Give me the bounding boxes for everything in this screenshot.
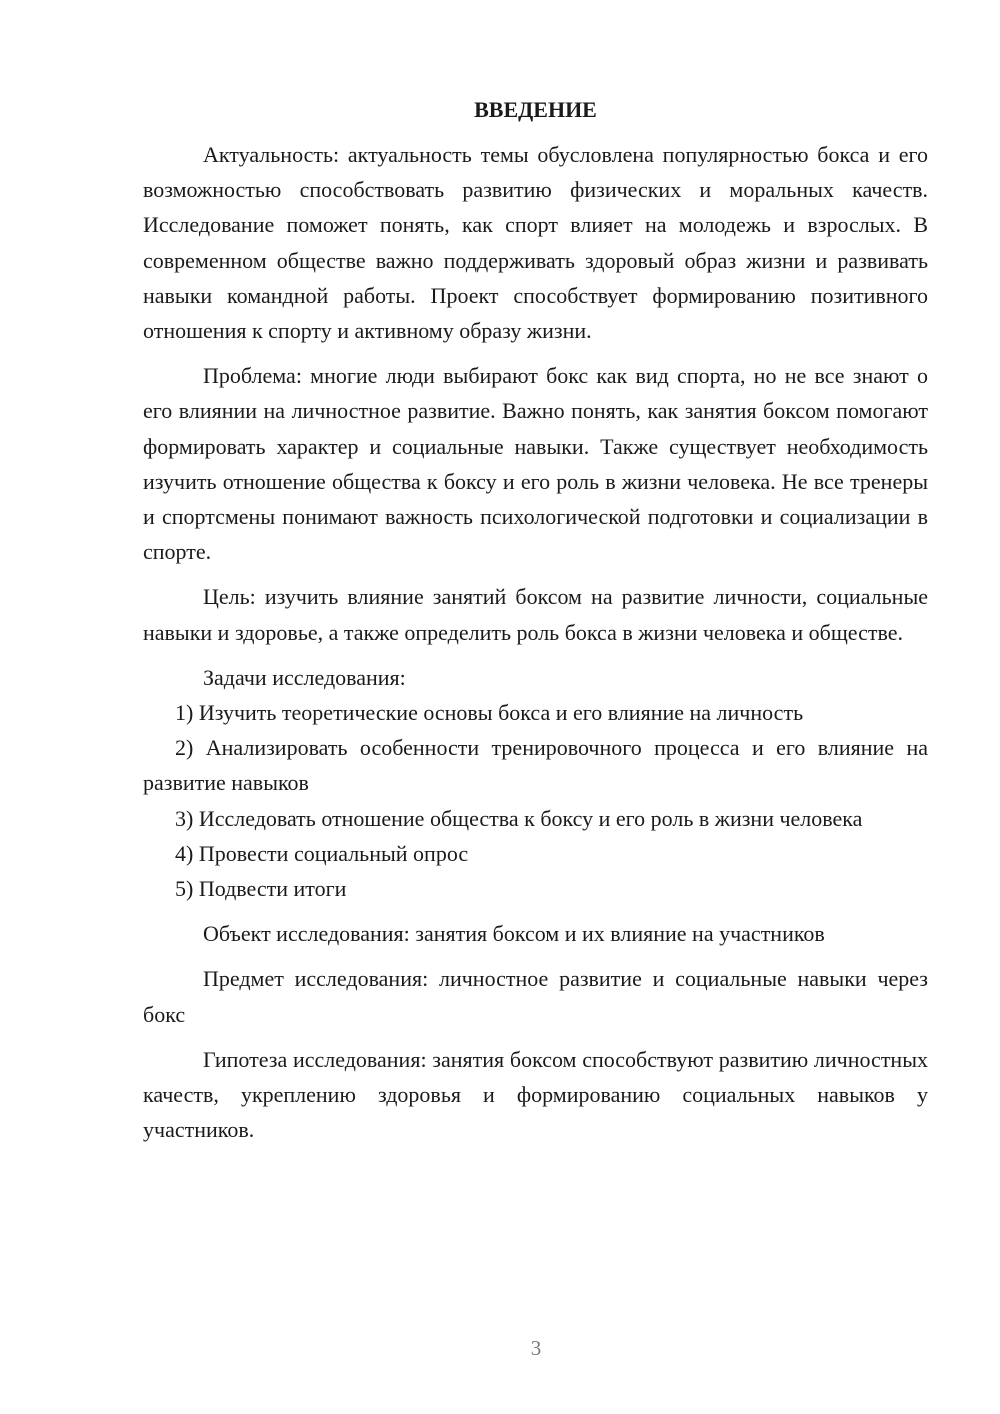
section-title: ВВЕДЕНИЕ: [474, 97, 597, 122]
hypothesis-paragraph: Гипотеза исследования: занятия боксом способствуют развитию личностных качеств, укреплению здоровья и формированию социальных навыков у участников.: [143, 1046, 928, 1143]
task-item: 3) Исследовать отношение общества к боксу и его роль в жизни человека: [175, 805, 863, 831]
document-body: [143, 92, 928, 1147]
goal-paragraph: Цель: изучить влияние занятий боксом на развитие личности, социальные навыки и здоровье, а также определить роль бокса в жизни человека и обществе.: [143, 584, 928, 645]
task-item: 2) Анализировать особенности тренировочного процесса и его влияние на развитие навыков: [143, 735, 928, 796]
tasks-heading: Задачи исследования:: [203, 664, 406, 690]
relevance-paragraph: Актуальность: актуальность темы обусловлена популярностью бокса и его возможностью способствовать развитию физических и моральных качеств. Исследование поможет понять, как спорт влияет на молодежь и взрослых. В современном обществе важно поддерживать здоровый образ жизни и развивать навыки командной работы. Проект способствует формированию позитивного отношения к спорту и активному образу жизни.: [143, 142, 928, 344]
object-paragraph: Объект исследования: занятия боксом и их влияние на участников: [203, 921, 825, 947]
subject-paragraph: Предмет исследования: личностное развитие и социальные навыки через бокс: [143, 966, 928, 1027]
page-number: 3: [530, 1336, 542, 1360]
problem-paragraph: Проблема: многие люди выбирают бокс как вид спорта, но не все знают о его влиянии на личностное развитие. Важно понять, как занятия боксом помогают формировать характер и социальные навыки. Также существует необходимость изучить отношение общества к боксу и его роль в жизни человека. Не все тренеры и спортсмены понимают важность психологической подготовки и социализации в спорте.: [143, 363, 928, 565]
task-item: 5) Подвести итоги: [175, 876, 347, 902]
task-item: 4) Провести социальный опрос: [175, 840, 469, 866]
task-item: 1) Изучить теоретические основы бокса и его влияние на личность: [175, 700, 804, 726]
